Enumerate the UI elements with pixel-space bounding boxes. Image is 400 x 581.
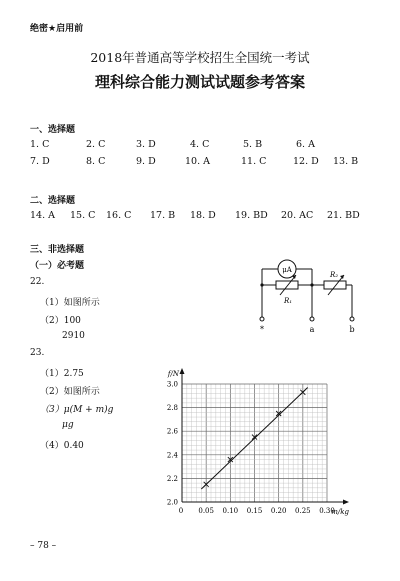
resistor-r1 <box>276 281 298 289</box>
answer-19: 19. BD <box>235 210 268 221</box>
y-tick-label: 2.4 <box>166 451 178 460</box>
q22-answer-2: （2）100 <box>40 316 81 326</box>
answer-15: 15. C <box>70 210 96 221</box>
answer-2: 2. C <box>86 139 106 150</box>
x-axis-arrow-icon <box>343 500 349 505</box>
required-questions-heading: （一）必考题 <box>30 261 85 271</box>
answer-21: 21. BD <box>327 210 360 221</box>
answer-9: 9. D <box>136 156 156 167</box>
answer-14: 14. A <box>30 210 55 221</box>
answer-11: 11. C <box>241 156 267 167</box>
friction-mass-graph <box>155 362 355 520</box>
x-tick-label: 0.10 <box>222 507 239 515</box>
q23-number: 23. <box>30 348 45 358</box>
answer-5: 5. B <box>243 139 263 150</box>
chart-grid <box>182 384 327 502</box>
section2-heading: 二、选择题 <box>30 196 76 206</box>
x-tick-label: 0.30 <box>319 507 335 515</box>
y-tick-label: 2.6 <box>166 427 178 436</box>
y-tick-label: 3.0 <box>166 380 178 389</box>
r2-label: R₂ <box>330 271 339 279</box>
y-tick-label: 2.0 <box>166 498 178 507</box>
terminal-a <box>310 317 314 321</box>
terminal-a-label: a <box>309 325 315 334</box>
y-tick-label: 2.8 <box>166 404 178 413</box>
terminal-star-label: * <box>260 325 264 334</box>
q22-answer-2b: 2910 <box>62 331 85 341</box>
y-axis-arrow-icon <box>180 368 185 374</box>
answer-13: 13. B <box>333 156 359 167</box>
exam-title: 2018年普通高等学校招生全国统一考试 <box>90 50 310 65</box>
q23-answer-3b: μg <box>62 420 74 430</box>
answer-16: 16. C <box>106 210 132 221</box>
answer-3: 3. D <box>136 139 156 150</box>
origin-label: 0 <box>178 507 184 515</box>
x-tick-label: 0.25 <box>295 507 311 515</box>
q23-answer-2: （2）如图所示 <box>40 387 100 397</box>
terminal-star <box>260 317 264 321</box>
answer-10: 10. A <box>185 156 210 167</box>
answer-7: 7. D <box>30 156 50 167</box>
resistor-r2 <box>324 281 346 289</box>
answer-8: 8. C <box>86 156 106 167</box>
section3-heading: 三、非选择题 <box>30 245 85 255</box>
confidential-label: 绝密★启用前 <box>30 24 84 34</box>
answer-1: 1. C <box>30 139 50 150</box>
x-axis-label: m/kg <box>331 508 349 516</box>
meter-label: μA <box>282 266 292 274</box>
y-axis-label: f/N <box>167 370 179 378</box>
answer-6: 6. A <box>296 139 315 150</box>
q22-number: 22. <box>30 277 45 287</box>
q23-answer-1: （1）2.75 <box>40 369 84 379</box>
answer-12: 12. D <box>293 156 319 167</box>
answer-17: 17. B <box>150 210 176 221</box>
section1-heading: 一、选择题 <box>30 125 76 135</box>
circuit-diagram <box>240 255 370 335</box>
answer-18: 18. D <box>190 210 216 221</box>
terminal-b <box>350 317 354 321</box>
y-tick-label: 2.2 <box>166 474 178 483</box>
x-tick-label: 0.15 <box>246 507 263 515</box>
page-number: – 78 – <box>30 541 57 551</box>
q23-answer-4: （4）0.40 <box>40 441 84 451</box>
x-tick-label: 0.20 <box>270 507 287 515</box>
x-tick-label: 0.05 <box>198 507 214 515</box>
q23-answer-3: （3）μ(M + m)g <box>40 405 114 415</box>
q22-answer-1: （1）如图所示 <box>40 298 100 308</box>
answer-key-title: 理科综合能力测试试题参考答案 <box>94 73 305 91</box>
terminal-b-label: b <box>349 325 355 334</box>
answer-4: 4. C <box>190 139 210 150</box>
answer-20: 20. AC <box>281 210 314 221</box>
r1-label: R₁ <box>284 297 293 305</box>
